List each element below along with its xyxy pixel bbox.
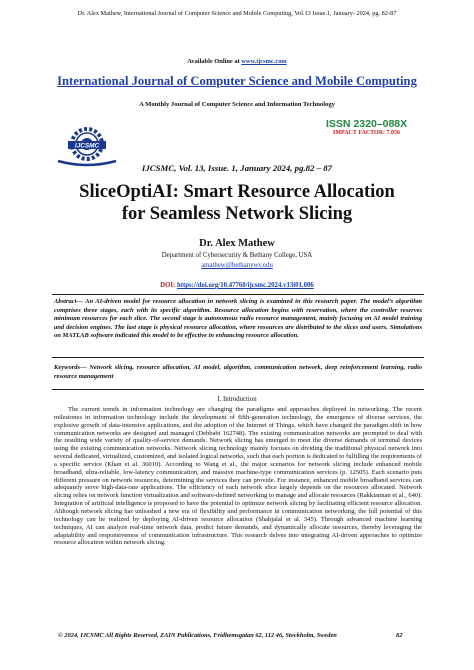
impact-factor: IMPACT FACTOR: 7.056 (333, 130, 401, 136)
available-online (0, 58, 474, 65)
author-name: Dr. Alex Mathew (199, 238, 275, 249)
doi-link[interactable]: https://doi.org/10.47760/ijcsmc.2024.v13i01.006 (176, 282, 314, 289)
doi-label: DOI: (160, 282, 177, 289)
issn: ISSN 2320–088X (326, 118, 408, 130)
running-head: Dr. Alex Mathew, International Journal of Computer Science and Mobile Computing, Vol.13 Issue.1, January- 2024, pg. 82-87 (77, 10, 397, 17)
divider-middle (52, 357, 424, 358)
doi-line (0, 282, 474, 289)
page-number: 82 (396, 632, 403, 639)
section-heading: I. Introduction (217, 396, 257, 403)
author-affiliation: Department of Cybersecurity & Bethany College, USA (161, 252, 313, 259)
paper-title-line-2: for Seamless Network Slicing (121, 204, 353, 224)
body-paragraph: The current trends in information technology are changing the paradigms and approaches deployed in networking. The recent milestones in information technology include the development of fifth-generation technology, the emergence of diverse services, the explosive growth of data-intensive applications, and the adoption of the Internet of Things, which have changed the paradigm shift in how communication networks are designed and managed (Debbabi 162748). The existing communication networks are prompted to deal with the resulting wide variety of quality-of-service demands. Network slicing has emerged to meet the diverse demands of terminal devices using the existing communication networks. Network slicing technology mainly focuses on dividing the traditional physical network into several dedicated, virtualized, customized, and isolated logical networks, such that each portion is dedicated to fulfilling the requirements of a specific service (Khan et al. 36010). According to Wang et al., the major scenarios for network slicing include enhanced mobile broadband, ultra-reliable, low-latency communication, and massive machine-type communication services (p. 12505). Each scenario puts different pressure on network resources, determining the services they can provide. For instance, enhanced mobile broadband services can adequately serve high-data-rate applications. The efficiency of each network slice largely depends on the resources allocated. Network slicing relies on network function virtualization and software-defined networking to manage and allocate resources (Rakkiannan et al., 640). Integration of artificial intelligence is proposed to have the potential to optimize network slicing by facilitating efficient resource allocation. Although network slicing has unleashed a new era of flexibility and performance in communication networking, the full potential of this technology can be realized by deploying AI-driven resource allocation (Shahjalal et al. 345). Through advanced machine learning techniques, AI can analyze real-time network data, predict future demands, and dynamically allocate resources, thereby leveraging the adaptability and responsiveness of communication infrastructure. This research delves into integrating AI-driven approaches to optimize resource allocation within network slicing. (54, 406, 422, 547)
journal-title: International Journal of Computer Science and Mobile Computing (57, 74, 417, 88)
keywords: Keywords— Network slicing, resource allocation, AI model, algorithm, communication network, deep reinforcement learning, radio resource management (54, 364, 422, 380)
citation-line: IJCSMC, Vol. 13, Issue. 1, January 2024, pg.82 – 87 (141, 163, 333, 173)
journal-subtitle: A Monthly Journal of Computer Science and Information Technology (139, 101, 335, 108)
divider-bottom (52, 389, 424, 390)
logo-text: IJCSMC (74, 142, 100, 150)
paper-title (0, 181, 474, 225)
journal-website-link[interactable]: www.ijcsmc.com (241, 58, 287, 65)
journal-logo (52, 125, 122, 167)
paper-title-line-1: SliceOptiAI: Smart Resource Allocation (79, 182, 395, 202)
available-prefix: Available Online at (187, 58, 242, 65)
abstract: Abstract— An AI-driven model for resource allocation in network slicing is examined in this research paper. The model’s algorithm comprises three stages, each with its specific algorithm. Resource allocation begins with reservation, where the controller reserves minimum resources for each slice. The second stage is autonomous radio resource management, mainly focusing on AI model training and decision engines. The last stage is physical resource allocation, where resources are distributed to the slices and users. Simulations on MATLAB software indicated this model to be effective in enhancing resource allocation. (54, 298, 422, 340)
footer-copyright: © 2024, IJCSMC All Rights Reserved, ZAIN Publications, Fridhemsgatan 62, 112 46, Stockholm, Sweden (58, 632, 337, 639)
author-email-link[interactable]: amathew@bethanywv.edu (201, 262, 273, 269)
divider-top (52, 294, 424, 295)
